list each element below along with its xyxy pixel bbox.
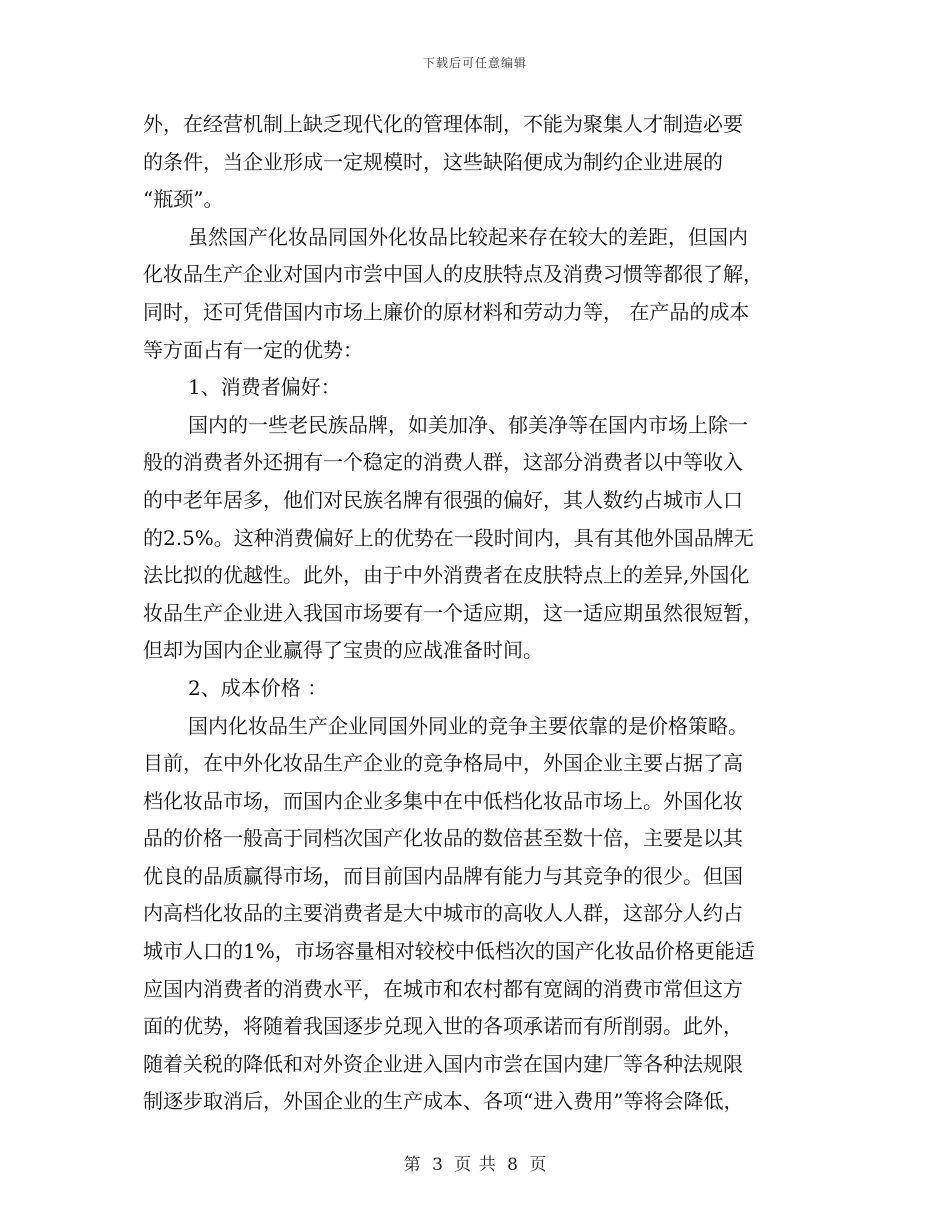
text-line: 但却为国内企业赢得了宝贵的应战准备时间。 [143, 638, 543, 663]
paragraph-first-line: 国内化妆品生产企业同国外同业的竞争主要依靠的是价格策略。 [188, 713, 748, 738]
text-line: 优良的品质赢得市场，而目前国内品牌有能力与其竞争的很少。但国 [143, 863, 743, 888]
section-heading-consumer-preference: 1、消费者偏好： [188, 375, 341, 400]
text-line: 的中老年居多，他们对民族名牌有很强的偏好，其人数约占城市人口 [143, 487, 743, 512]
page-header: 下载后可任意编辑 [422, 56, 527, 70]
text-line: 面的优势，将随着我国逐步兑现入世的各项承诺而有所削弱。此外， [143, 1014, 743, 1039]
page-footer [0, 1150, 950, 1175]
total-page-count: 8 [507, 1155, 518, 1175]
page-number-suffix: 页 [529, 1155, 547, 1175]
text-line: 品的价格一般高于同档次国产化妆品的数倍甚至数十倍，主要是以其 [143, 826, 743, 851]
text-line: “瓶颈”。 [143, 187, 224, 212]
text-line: 等方面占有一定的优势： [143, 337, 363, 362]
section-heading-cost-price: 2、成本价格 ： [188, 675, 328, 700]
text-line: 化妆品生产企业对国内市尝中国人的皮肤特点及消费习惯等都很了解， [143, 262, 763, 287]
text-line: 般的消费者外还拥有一个稳定的消费人群，这部分消费者以中等收入 [143, 450, 743, 475]
text-line: 制逐步取消后，外国企业的生产成本、各项“进入费用”等将会降低， [143, 1089, 744, 1114]
text-line: 目前，在中外化妆品生产企业的竞争格局中，外国企业主要占据了高 [143, 751, 743, 776]
text-line: 城市人口的1%，市场容量相对较校中低档次的国产化妆品价格更能适 [143, 939, 755, 964]
text-line: 的2.5%。这种消费偏好上的优势在一段时间内，具有其他外国品牌无 [143, 525, 754, 550]
text-line: 档化妆品市场，而国内企业多集中在中低档化妆品市场上。外国化妆 [143, 788, 743, 813]
page-number-prefix: 第 [403, 1155, 421, 1175]
text-line: 同时，还可凭借国内市场上廉价的原材料和劳动力等， 在产品的成本 [143, 299, 750, 324]
text-line: 随着关税的降低和对外资企业进入国内市尝在国内建厂等各种法规限 [143, 1051, 743, 1076]
paragraph-first-line: 虽然国产化妆品同国外化妆品比较起来存在较大的差距，但国内 [188, 224, 748, 249]
document-body [143, 106, 811, 1121]
text-line: 内高档化妆品的主要消费者是大中城市的高收人人群，这部分人约占 [143, 901, 743, 926]
text-line: 妆品生产企业进入我国市场要有一个适应期，这一适应期虽然很短暂， [143, 600, 763, 625]
text-line: 法比拟的优越性。此外，由于中外消费者在皮肤特点上的差异,外国化 [143, 563, 750, 588]
current-page-number: 3 [432, 1155, 443, 1175]
page-number-middle: 页 共 [454, 1155, 496, 1175]
text-line: 应国内消费者的消费水平，在城市和农村都有宽阔的消费市常但这方 [143, 976, 743, 1001]
text-line: 的条件，当企业形成一定规模时，这些缺陷便成为制约企业进展的 [143, 149, 723, 174]
text-line: 外，在经营机制上缺乏现代化的管理体制，不能为聚集人才制造必要 [143, 112, 743, 136]
paragraph-first-line: 国内的一些老民族品牌，如美加净、郁美净等在国内市场上除一 [188, 412, 748, 437]
